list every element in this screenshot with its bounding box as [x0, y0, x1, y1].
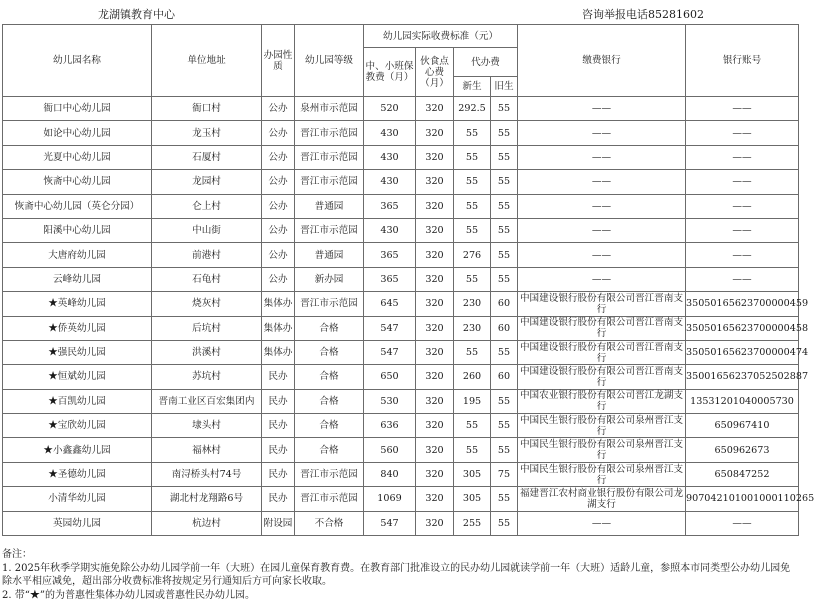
cell-new-fee: 195	[454, 389, 491, 413]
cell-nature: 附设园	[262, 511, 295, 535]
cell-account: 35001656237052502887	[686, 365, 799, 389]
cell-address: 衙口村	[152, 97, 262, 121]
col-header-new: 新生	[454, 77, 491, 97]
cell-new-fee: 230	[454, 292, 491, 316]
cell-tuition: 520	[364, 97, 416, 121]
cell-bank: 福建晋江农村商业银行股份有限公司龙湖支行	[518, 487, 686, 511]
cell-nature: 公办	[262, 218, 295, 242]
notes-line-2: 2. 带“★”的为普惠性集体办幼儿园或普惠性民办幼儿园。	[2, 589, 255, 601]
hotline: 咨询举报电话85281602	[582, 8, 704, 21]
cell-meal: 320	[416, 292, 454, 316]
cell-new-fee: 55	[454, 267, 491, 291]
cell-account: ——	[686, 267, 799, 291]
cell-name: 云峰幼儿园	[3, 267, 152, 291]
table-row	[3, 462, 799, 486]
col-header-grade: 幼儿园等级	[295, 25, 364, 97]
cell-address: 前港村	[152, 243, 262, 267]
cell-tuition: 365	[364, 243, 416, 267]
cell-grade: 合格	[295, 365, 364, 389]
cell-address: 南浔桥头村74号	[152, 462, 262, 486]
cell-tuition: 365	[364, 194, 416, 218]
cell-new-fee: 55	[454, 218, 491, 242]
notes-line-1: 1. 2025年秋季学期实施免除公办幼儿园学前一年（大班）在园儿童保育教育费。在教育部门批准设立的民办幼儿园就读学前一年（大班）适龄儿童，参照本市同类型公办幼儿园免除水平相应减免，超出部分收费标准将按规定另行通知后方可向家长收取。	[2, 562, 791, 587]
cell-tuition: 1069	[364, 487, 416, 511]
cell-meal: 320	[416, 365, 454, 389]
table-row	[3, 292, 799, 316]
cell-nature: 公办	[262, 97, 295, 121]
cell-account: 650967410	[686, 414, 799, 438]
cell-address: 龙园村	[152, 170, 262, 194]
cell-name: 恢斋中心幼儿园	[3, 170, 152, 194]
cell-address: 福林村	[152, 438, 262, 462]
cell-new-fee: 55	[454, 170, 491, 194]
cell-address: 石龟村	[152, 267, 262, 291]
cell-grade: 不合格	[295, 511, 364, 535]
cell-bank: 中国建设银行股份有限公司晋江晋南支行	[518, 340, 686, 364]
cell-tuition: 365	[364, 267, 416, 291]
cell-name: 光夏中心幼儿园	[3, 145, 152, 169]
cell-name: ★圣德幼儿园	[3, 462, 152, 486]
cell-nature: 民办	[262, 462, 295, 486]
sheet-header	[0, 0, 800, 24]
cell-tuition: 547	[364, 340, 416, 364]
cell-grade: 普通园	[295, 243, 364, 267]
cell-address: 中山街	[152, 218, 262, 242]
cell-account: ——	[686, 243, 799, 267]
cell-bank: ——	[518, 121, 686, 145]
cell-old-fee: 55	[491, 511, 518, 535]
cell-name: 英园幼儿园	[3, 511, 152, 535]
cell-address: 晋南工业区百宏集团内	[152, 389, 262, 413]
cell-new-fee: 292.5	[454, 97, 491, 121]
cell-new-fee: 305	[454, 462, 491, 486]
cell-account: ——	[686, 511, 799, 535]
cell-address: 后坑村	[152, 316, 262, 340]
cell-grade: 晋江市示范园	[295, 145, 364, 169]
col-header-bank: 缴费银行	[518, 25, 686, 97]
cell-address: 埭头村	[152, 414, 262, 438]
cell-old-fee: 55	[491, 340, 518, 364]
cell-nature: 民办	[262, 438, 295, 462]
table-row	[3, 389, 799, 413]
cell-account: ——	[686, 121, 799, 145]
cell-account: 650962673	[686, 438, 799, 462]
cell-old-fee: 55	[491, 438, 518, 462]
cell-meal: 320	[416, 170, 454, 194]
cell-meal: 320	[416, 340, 454, 364]
cell-meal: 320	[416, 414, 454, 438]
cell-bank: ——	[518, 218, 686, 242]
cell-name: ★恒斌幼儿园	[3, 365, 152, 389]
cell-tuition: 547	[364, 316, 416, 340]
cell-nature: 民办	[262, 389, 295, 413]
cell-bank: ——	[518, 267, 686, 291]
cell-address: 杭边村	[152, 511, 262, 535]
cell-tuition: 645	[364, 292, 416, 316]
cell-nature: 公办	[262, 267, 295, 291]
cell-name: ★百凯幼儿园	[3, 389, 152, 413]
cell-old-fee: 55	[491, 389, 518, 413]
cell-nature: 集体办	[262, 340, 295, 364]
cell-new-fee: 230	[454, 316, 491, 340]
cell-bank: 中国民生银行股份有限公司泉州晋江支行	[518, 438, 686, 462]
cell-name: 大唐府幼儿园	[3, 243, 152, 267]
cell-bank: 中国民生银行股份有限公司泉州晋江支行	[518, 462, 686, 486]
cell-name: 阳溪中心幼儿园	[3, 218, 152, 242]
cell-name: ★宝欣幼儿园	[3, 414, 152, 438]
cell-new-fee: 305	[454, 487, 491, 511]
cell-account: ——	[686, 97, 799, 121]
col-header-name: 幼儿园名称	[3, 25, 152, 97]
fee-table-body	[3, 97, 814, 536]
cell-old-fee: 55	[491, 267, 518, 291]
cell-old-fee: 55	[491, 218, 518, 242]
cell-tuition: 430	[364, 218, 416, 242]
cell-grade: 合格	[295, 389, 364, 413]
cell-old-fee: 55	[491, 121, 518, 145]
col-header-nature: 办园性质	[262, 25, 295, 97]
cell-bank: 中国建设银行股份有限公司晋江晋南支行	[518, 316, 686, 340]
cell-address: 烧灰村	[152, 292, 262, 316]
cell-bank: ——	[518, 243, 686, 267]
cell-bank: 中国建设银行股份有限公司晋江晋南支行	[518, 292, 686, 316]
col-header-account: 银行账号	[686, 25, 799, 97]
cell-grade: 晋江市示范园	[295, 462, 364, 486]
cell-nature: 集体办	[262, 292, 295, 316]
cell-account: 35050165623700000459	[686, 292, 799, 316]
table-row	[3, 243, 799, 267]
cell-name: 衙口中心幼儿园	[3, 97, 152, 121]
cell-address: 仑上村	[152, 194, 262, 218]
cell-address: 龙玉村	[152, 121, 262, 145]
cell-account: 35050165623700000474	[686, 340, 799, 364]
cell-grade: 合格	[295, 414, 364, 438]
cell-tuition: 430	[364, 145, 416, 169]
table-row	[3, 438, 799, 462]
cell-new-fee: 255	[454, 511, 491, 535]
notes	[2, 548, 798, 602]
cell-account: 35050165623700000458	[686, 316, 799, 340]
col-header-fee-group: 幼儿园实际收费标准（元）	[364, 25, 518, 48]
cell-old-fee: 55	[491, 243, 518, 267]
cell-meal: 320	[416, 389, 454, 413]
table-row	[3, 218, 799, 242]
cell-account: ——	[686, 194, 799, 218]
cell-tuition: 840	[364, 462, 416, 486]
cell-nature: 民办	[262, 487, 295, 511]
cell-account: 13531201040005730	[686, 389, 799, 413]
org-name: 龙湖镇教育中心	[98, 8, 175, 21]
cell-name: 如论中心幼儿园	[3, 121, 152, 145]
cell-old-fee: 75	[491, 462, 518, 486]
cell-tuition: 560	[364, 438, 416, 462]
cell-tuition: 430	[364, 121, 416, 145]
col-header-tuition: 中、小班保教费（月）	[364, 48, 416, 97]
cell-meal: 320	[416, 438, 454, 462]
col-header-address: 单位地址	[152, 25, 262, 97]
cell-name: ★英峰幼儿园	[3, 292, 152, 316]
cell-grade: 新办园	[295, 267, 364, 291]
cell-account: 907042101001000110265	[686, 487, 799, 511]
cell-grade: 晋江市示范园	[295, 218, 364, 242]
cell-new-fee: 55	[454, 340, 491, 364]
cell-meal: 320	[416, 194, 454, 218]
cell-old-fee: 55	[491, 170, 518, 194]
cell-account: 650847252	[686, 462, 799, 486]
cell-address: 洪溪村	[152, 340, 262, 364]
cell-new-fee: 260	[454, 365, 491, 389]
cell-nature: 公办	[262, 170, 295, 194]
cell-bank: ——	[518, 194, 686, 218]
table-row	[3, 145, 799, 169]
cell-old-fee: 55	[491, 145, 518, 169]
cell-new-fee: 55	[454, 145, 491, 169]
cell-account: ——	[686, 170, 799, 194]
cell-meal: 320	[416, 145, 454, 169]
table-row	[3, 365, 799, 389]
cell-grade: 晋江市示范园	[295, 487, 364, 511]
cell-name: 恢斋中心幼儿园（英仑分园）	[3, 194, 152, 218]
cell-grade: 合格	[295, 438, 364, 462]
cell-nature: 集体办	[262, 316, 295, 340]
cell-bank: ——	[518, 170, 686, 194]
cell-address: 苏坑村	[152, 365, 262, 389]
cell-meal: 320	[416, 97, 454, 121]
cell-bank: ——	[518, 97, 686, 121]
cell-bank: 中国建设银行股份有限公司晋江晋南支行	[518, 365, 686, 389]
fee-table	[2, 24, 814, 536]
cell-new-fee: 55	[454, 414, 491, 438]
cell-meal: 320	[416, 316, 454, 340]
cell-grade: 晋江市示范园	[295, 292, 364, 316]
cell-nature: 公办	[262, 145, 295, 169]
table-row	[3, 487, 799, 511]
cell-nature: 民办	[262, 365, 295, 389]
cell-new-fee: 55	[454, 194, 491, 218]
cell-name: ★侨英幼儿园	[3, 316, 152, 340]
cell-old-fee: 60	[491, 316, 518, 340]
cell-meal: 320	[416, 487, 454, 511]
cell-meal: 320	[416, 243, 454, 267]
cell-account: ——	[686, 145, 799, 169]
cell-tuition: 636	[364, 414, 416, 438]
cell-nature: 公办	[262, 121, 295, 145]
notes-title: 备注：	[2, 549, 32, 560]
cell-address: 石厦村	[152, 145, 262, 169]
cell-grade: 合格	[295, 316, 364, 340]
cell-address: 湖北村龙翔路6号	[152, 487, 262, 511]
cell-name: ★强民幼儿园	[3, 340, 152, 364]
cell-grade: 合格	[295, 340, 364, 364]
cell-meal: 320	[416, 121, 454, 145]
col-header-agency: 代办费	[454, 48, 518, 77]
cell-nature: 公办	[262, 243, 295, 267]
cell-nature: 公办	[262, 194, 295, 218]
cell-grade: 普通园	[295, 194, 364, 218]
cell-bank: 中国农业银行股份有限公司晋江龙湖支行	[518, 389, 686, 413]
cell-nature: 民办	[262, 414, 295, 438]
cell-new-fee: 55	[454, 438, 491, 462]
col-header-old: 旧生	[491, 77, 518, 97]
cell-tuition: 530	[364, 389, 416, 413]
table-row	[3, 170, 799, 194]
cell-name: ★小鑫鑫幼儿园	[3, 438, 152, 462]
cell-old-fee: 55	[491, 97, 518, 121]
table-row	[3, 267, 799, 291]
table-row	[3, 340, 799, 364]
table-row	[3, 97, 799, 121]
cell-tuition: 650	[364, 365, 416, 389]
table-row	[3, 414, 799, 438]
table-row	[3, 511, 799, 535]
cell-grade: 泉州市示范园	[295, 97, 364, 121]
cell-grade: 晋江市示范园	[295, 121, 364, 145]
cell-meal: 320	[416, 511, 454, 535]
cell-meal: 320	[416, 218, 454, 242]
cell-old-fee: 55	[491, 487, 518, 511]
cell-meal: 320	[416, 267, 454, 291]
cell-old-fee: 55	[491, 414, 518, 438]
cell-new-fee: 276	[454, 243, 491, 267]
cell-new-fee: 55	[454, 121, 491, 145]
cell-bank: ——	[518, 511, 686, 535]
cell-tuition: 430	[364, 170, 416, 194]
table-row	[3, 316, 799, 340]
cell-account: ——	[686, 218, 799, 242]
cell-tuition: 547	[364, 511, 416, 535]
cell-old-fee: 55	[491, 194, 518, 218]
cell-old-fee: 60	[491, 292, 518, 316]
cell-name: 小清华幼儿园	[3, 487, 152, 511]
table-row	[3, 121, 799, 145]
col-header-meal: 伙食点心费（月）	[416, 48, 454, 97]
cell-grade: 晋江市示范园	[295, 170, 364, 194]
cell-old-fee: 60	[491, 365, 518, 389]
cell-bank: ——	[518, 145, 686, 169]
cell-bank: 中国民生银行股份有限公司泉州晋江支行	[518, 414, 686, 438]
cell-meal: 320	[416, 462, 454, 486]
table-row	[3, 194, 799, 218]
